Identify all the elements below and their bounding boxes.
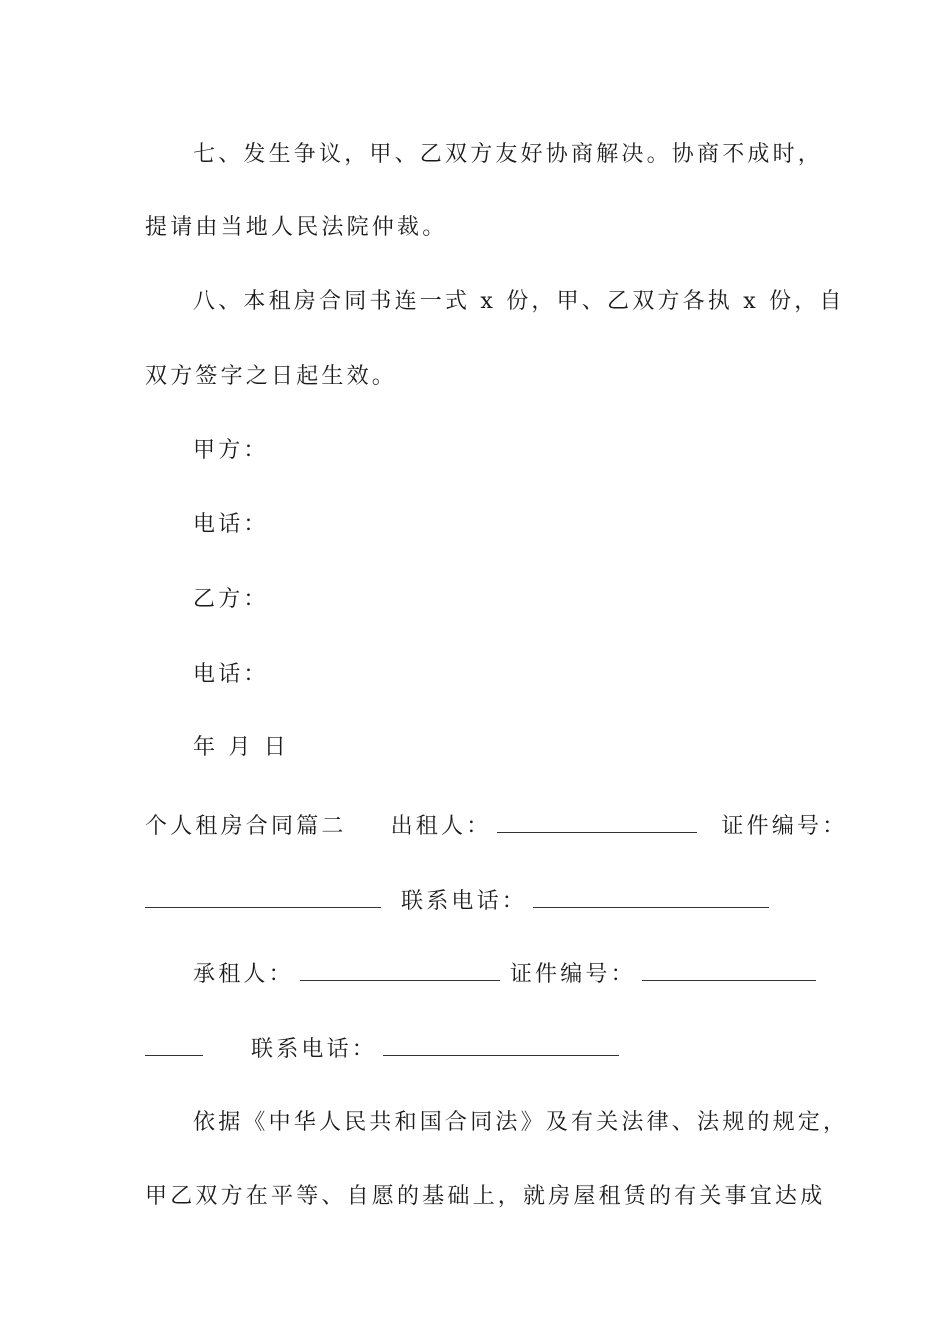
clause-8-line-2: 双方签字之日起生效。	[145, 364, 398, 389]
lessee-label: 承租人：	[193, 962, 294, 987]
clause-7-line-1: 七、发生争议，甲、乙双方友好协商解决。协商不成时，	[193, 142, 824, 167]
lessee-id-blank-continued[interactable]	[145, 1033, 203, 1056]
lessee-id-blank[interactable]	[642, 958, 816, 981]
lessee-id-label: 证件编号：	[509, 962, 636, 987]
lessor-phone-blank[interactable]	[533, 885, 769, 908]
clause-8-line-1: 八、本租房合同书连一式 x 份，甲、乙双方各执 x 份，自	[193, 289, 845, 314]
lessor-phone-line	[145, 885, 775, 917]
lessor-label: 出租人：	[390, 814, 492, 839]
basis-line-1: 依据《中华人民共和国合同法》及有关法律、法规的规定，	[193, 1110, 849, 1135]
lessee-phone-blank[interactable]	[383, 1033, 619, 1056]
party-a-phone-label: 电话：	[193, 512, 269, 537]
contract-two-heading: 个人租房合同篇二	[145, 814, 347, 839]
basis-line-2: 甲乙双方在平等、自愿的基础上，就房屋租赁的有关事宜达成	[145, 1184, 826, 1209]
clause-7-line-2: 提请由当地人民法院仲裁。	[145, 215, 448, 240]
party-b-label: 乙方：	[193, 587, 269, 612]
lessor-name-blank[interactable]	[497, 810, 697, 833]
lessor-info-line	[145, 810, 847, 842]
party-a-label: 甲方：	[193, 438, 269, 463]
lessee-phone-label: 联系电话：	[251, 1037, 378, 1062]
date-line: 年 月 日	[193, 735, 289, 760]
lessee-phone-line	[145, 1033, 625, 1065]
lessee-info-line	[193, 958, 822, 990]
party-b-phone-label: 电话：	[193, 662, 269, 687]
lessor-id-blank[interactable]	[145, 885, 381, 908]
lessor-phone-label: 联系电话：	[401, 889, 528, 914]
lessor-id-label: 证件编号：	[721, 814, 848, 839]
lessee-name-blank[interactable]	[300, 958, 500, 981]
